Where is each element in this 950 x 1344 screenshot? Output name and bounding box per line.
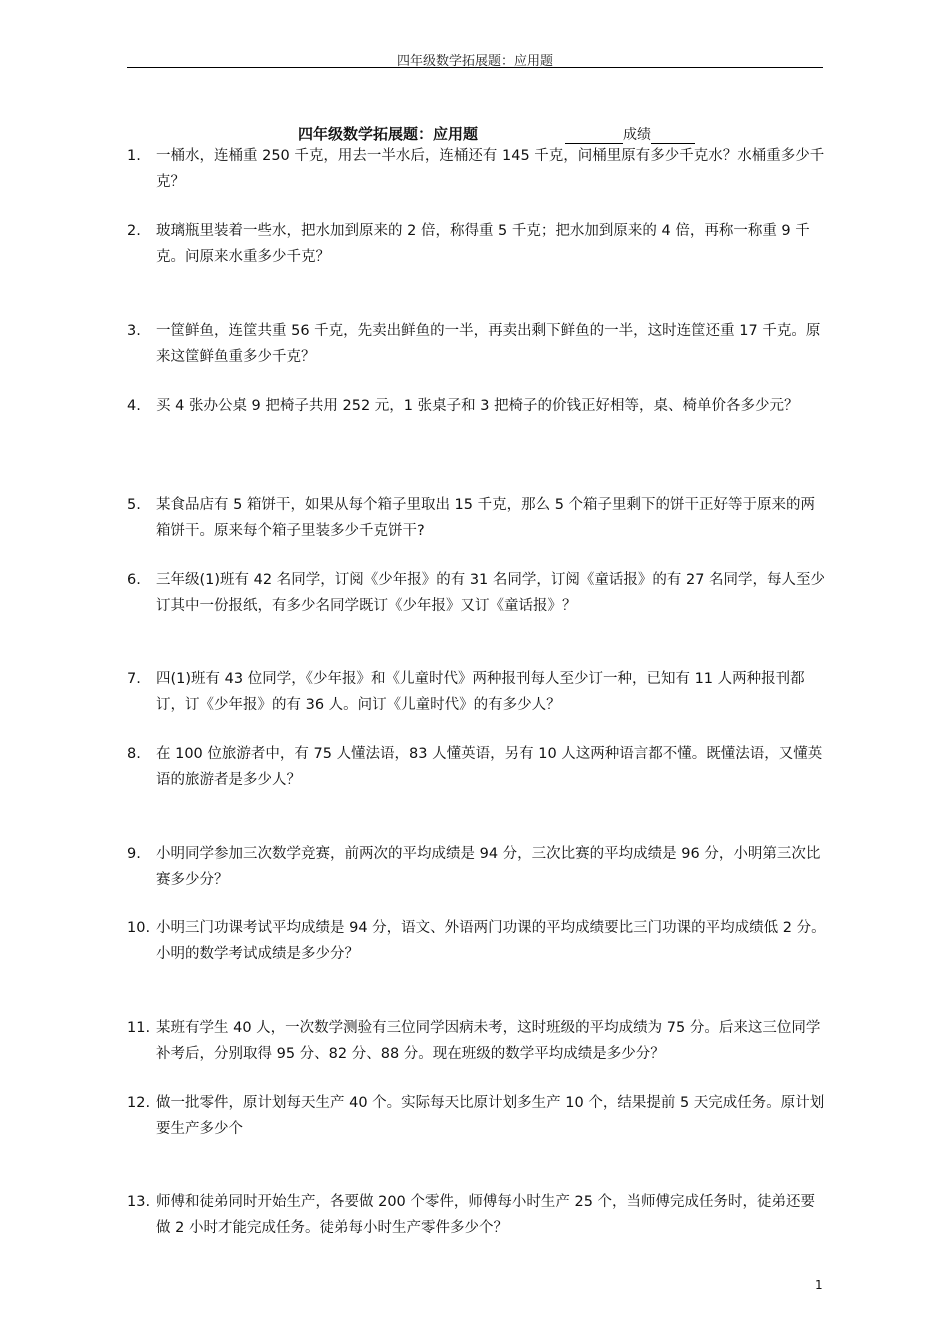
score-label: 成绩 bbox=[623, 127, 651, 143]
question-text: 小明三门功课考试平均成绩是 94 分，语文、外语两门功课的平均成绩要比三门功课的平均成绩低 2 分。小明的数学考试成绩是多少分？ bbox=[156, 920, 826, 962]
page-number: 1 bbox=[815, 1278, 823, 1292]
question-number: 10. bbox=[127, 920, 151, 936]
question-text: 某食品店有 5 箱饼干，如果从每个箱子里取出 15 千克，那么 5 个箱子里剩下的饼干正好等于原来的两箱饼干。原来每个箱子里装多少千克饼干? bbox=[156, 497, 816, 539]
header-rule bbox=[127, 67, 823, 68]
question-text: 三年级(1)班有 42 名同学，订阅《少年报》的有 31 名同学，订阅《童话报》的有 27 名同学，每人至少订其中一份报纸，有多少名同学既订《少年报》又订《童话报》？ bbox=[156, 572, 826, 614]
question-7 bbox=[127, 666, 827, 718]
question-text: 买 4 张办公桌 9 把椅子共用 252 元，1 张桌子和 3 把椅子的价钱正好相等，桌、椅单价各多少元？ bbox=[156, 398, 799, 414]
question-1 bbox=[127, 143, 827, 195]
question-text: 四(1)班有 43 位同学，《少年报》和《儿童时代》两种报刊每人至少订一种，已知有 11 人两种报刊都订，订《少年报》的有 36 人。问订《儿童时代》的有多少人？ bbox=[156, 671, 805, 713]
question-2 bbox=[127, 218, 827, 270]
question-number: 13. bbox=[127, 1194, 151, 1210]
question-13 bbox=[127, 1189, 827, 1241]
question-number: 4. bbox=[127, 398, 141, 414]
question-number: 9. bbox=[127, 846, 141, 862]
question-number: 6. bbox=[127, 572, 141, 588]
question-12 bbox=[127, 1090, 827, 1142]
question-number: 3. bbox=[127, 323, 141, 339]
question-number: 11. bbox=[127, 1020, 151, 1036]
question-3 bbox=[127, 318, 827, 370]
question-number: 1. bbox=[127, 148, 141, 164]
question-text: 一筐鲜鱼，连筐共重 56 千克，先卖出鲜鱼的一半，再卖出剩下鲜鱼的一半，这时连筐还重 17 千克。原来这筐鲜鱼重多少千克？ bbox=[156, 323, 821, 365]
question-number: 12. bbox=[127, 1095, 151, 1111]
question-text: 玻璃瓶里装着一些水，把水加到原来的 2 倍，称得重 5 千克；把水加到原来的 4 倍，再称一称重 9 千克。问原来水重多少千克？ bbox=[156, 223, 810, 265]
question-number: 5. bbox=[127, 497, 141, 513]
question-4 bbox=[127, 393, 827, 419]
score-field bbox=[565, 124, 695, 144]
document-title: 四年级数学拓展题：应用题 bbox=[298, 125, 479, 143]
question-9 bbox=[127, 841, 827, 893]
question-text: 师傅和徒弟同时开始生产，各要做 200 个零件，师傅每小时生产 25 个，当师傅完成任务时，徒弟还要做 2 小时才能完成任务。徒弟每小时生产零件多少个？ bbox=[156, 1194, 816, 1236]
question-8 bbox=[127, 741, 827, 793]
question-5 bbox=[127, 492, 827, 544]
question-10 bbox=[127, 915, 827, 967]
page-header: 四年级数学拓展题：应用题 bbox=[396, 54, 553, 69]
score-blank bbox=[651, 129, 695, 144]
question-number: 2. bbox=[127, 223, 141, 239]
question-text: 小明同学参加三次数学竞赛，前两次的平均成绩是 94 分，三次比赛的平均成绩是 96 分，小明第三次比赛多少分？ bbox=[156, 846, 821, 888]
question-11 bbox=[127, 1015, 827, 1067]
question-number: 8. bbox=[127, 746, 141, 762]
name-blank bbox=[565, 129, 623, 144]
question-text: 某班有学生 40 人，一次数学测验有三位同学因病未考，这时班级的平均成绩为 75 分。后来这三位同学补考后，分别取得 95 分、82 分、88 分。现在班级的数学平均成绩是多少分？ bbox=[156, 1020, 821, 1062]
question-text: 在 100 位旅游者中，有 75 人懂法语，83 人懂英语，另有 10 人这两种语言都不懂。既懂法语，又懂英语的旅游者是多少人？ bbox=[156, 746, 823, 788]
question-number: 7. bbox=[127, 671, 141, 687]
question-text: 一桶水，连桶重 250 千克，用去一半水后，连桶还有 145 千克，问桶里原有多少千克水？水桶重多少千克？ bbox=[156, 148, 825, 190]
question-text: 做一批零件，原计划每天生产 40 个。实际每天比原计划多生产 10 个，结果提前 5 天完成任务。原计划要生产多少个 bbox=[156, 1095, 825, 1137]
question-6 bbox=[127, 567, 827, 619]
